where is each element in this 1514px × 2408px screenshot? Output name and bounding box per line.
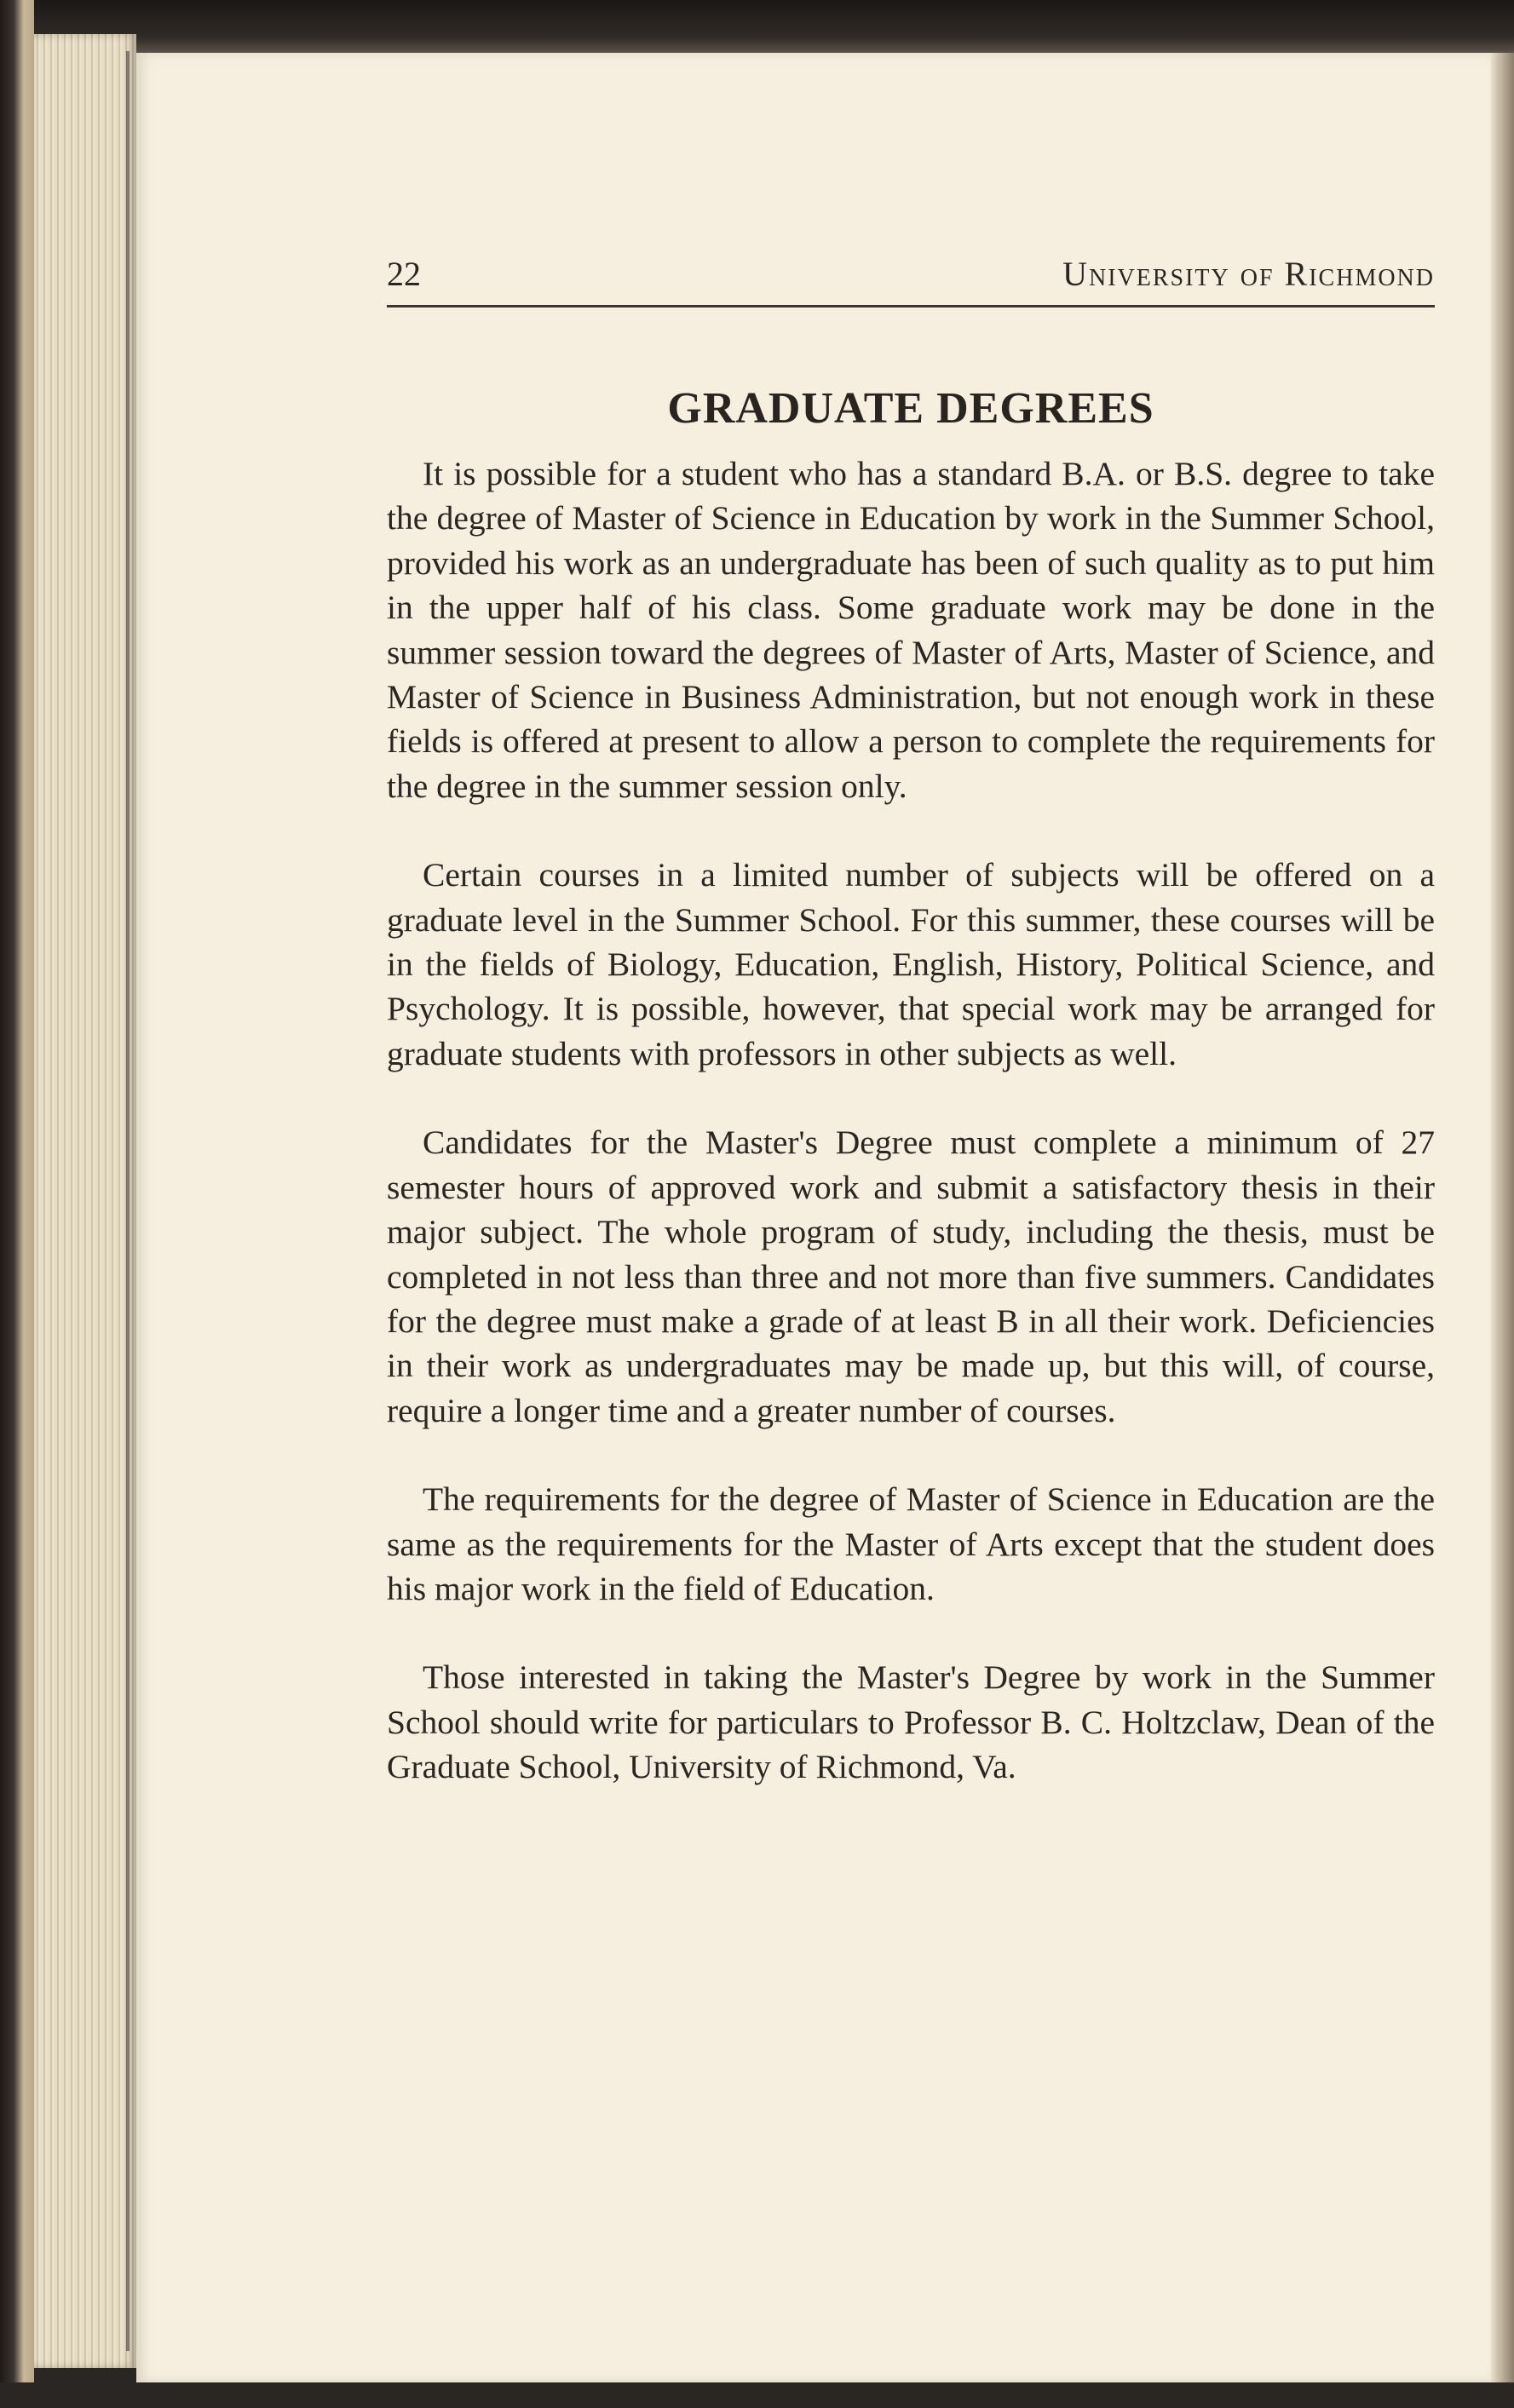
paragraph-4: The requirements for the degree of Master of Science in Education are the same as the requirements for the Master of Arts except that the student does his major work in the field of Education.	[387, 1480, 1435, 1607]
book-cover-edge	[0, 0, 34, 2408]
page-right-edge	[1491, 53, 1514, 2382]
running-head	[387, 245, 1435, 305]
running-title: University of Richmond	[1062, 255, 1435, 293]
page-gutter-line	[126, 51, 130, 2351]
page-stack-edges	[34, 34, 136, 2368]
paragraph-1: It is possible for a student who has a standard B.A. or B.S. degree to take the degree of Master of Science in Education by work in the Summer School, provided his work as an undergraduate has been of such quality as to put him in the upper half of his class. Some graduate work may be done in the summer session toward the degrees of Master of Arts, Master of Science, and Master of Science in Business Administration, but not enough work in these fields is offered at present to allow a person to complete the requirements for the degree in the summer session only.	[387, 455, 1435, 805]
bottom-edge	[0, 2382, 1514, 2408]
section-heading: GRADUATE DEGREES	[667, 384, 1154, 433]
paragraph-3: Candidates for the Master's Degree must complete a minimum of 27 semester hours of approved work and submit a satisfactory thesis in their major subject. The whole program of study, including the thesis, must be completed in not less than three and not more than five summers. Candidates for the degree must make a grade of at least B in all their work. Deficiencies in their work as undergraduates may be made up, but this will, of course, require a longer time and a greater number of courses.	[387, 1124, 1435, 1429]
top-edge	[0, 0, 1514, 53]
page-number: 22	[387, 255, 421, 293]
header-rule	[387, 305, 1435, 307]
paragraph-5: Those interested in taking the Master's Degree by work in the Summer School should write for particulars to Professor B. C. Holtzclaw, Dean of the Graduate School, University of Richmond, Va.	[387, 1658, 1435, 1786]
body-text	[387, 451, 1435, 1834]
paragraph-2: Certain courses in a limited number of subjects will be offered on a graduate level in the Summer School. For this summer, these courses will be in the fields of Biology, Education, English, History, Political Science, and Psychology. It is possible, however, that special work may be arranged for graduate students with professors in other subjects as well.	[387, 856, 1435, 1072]
